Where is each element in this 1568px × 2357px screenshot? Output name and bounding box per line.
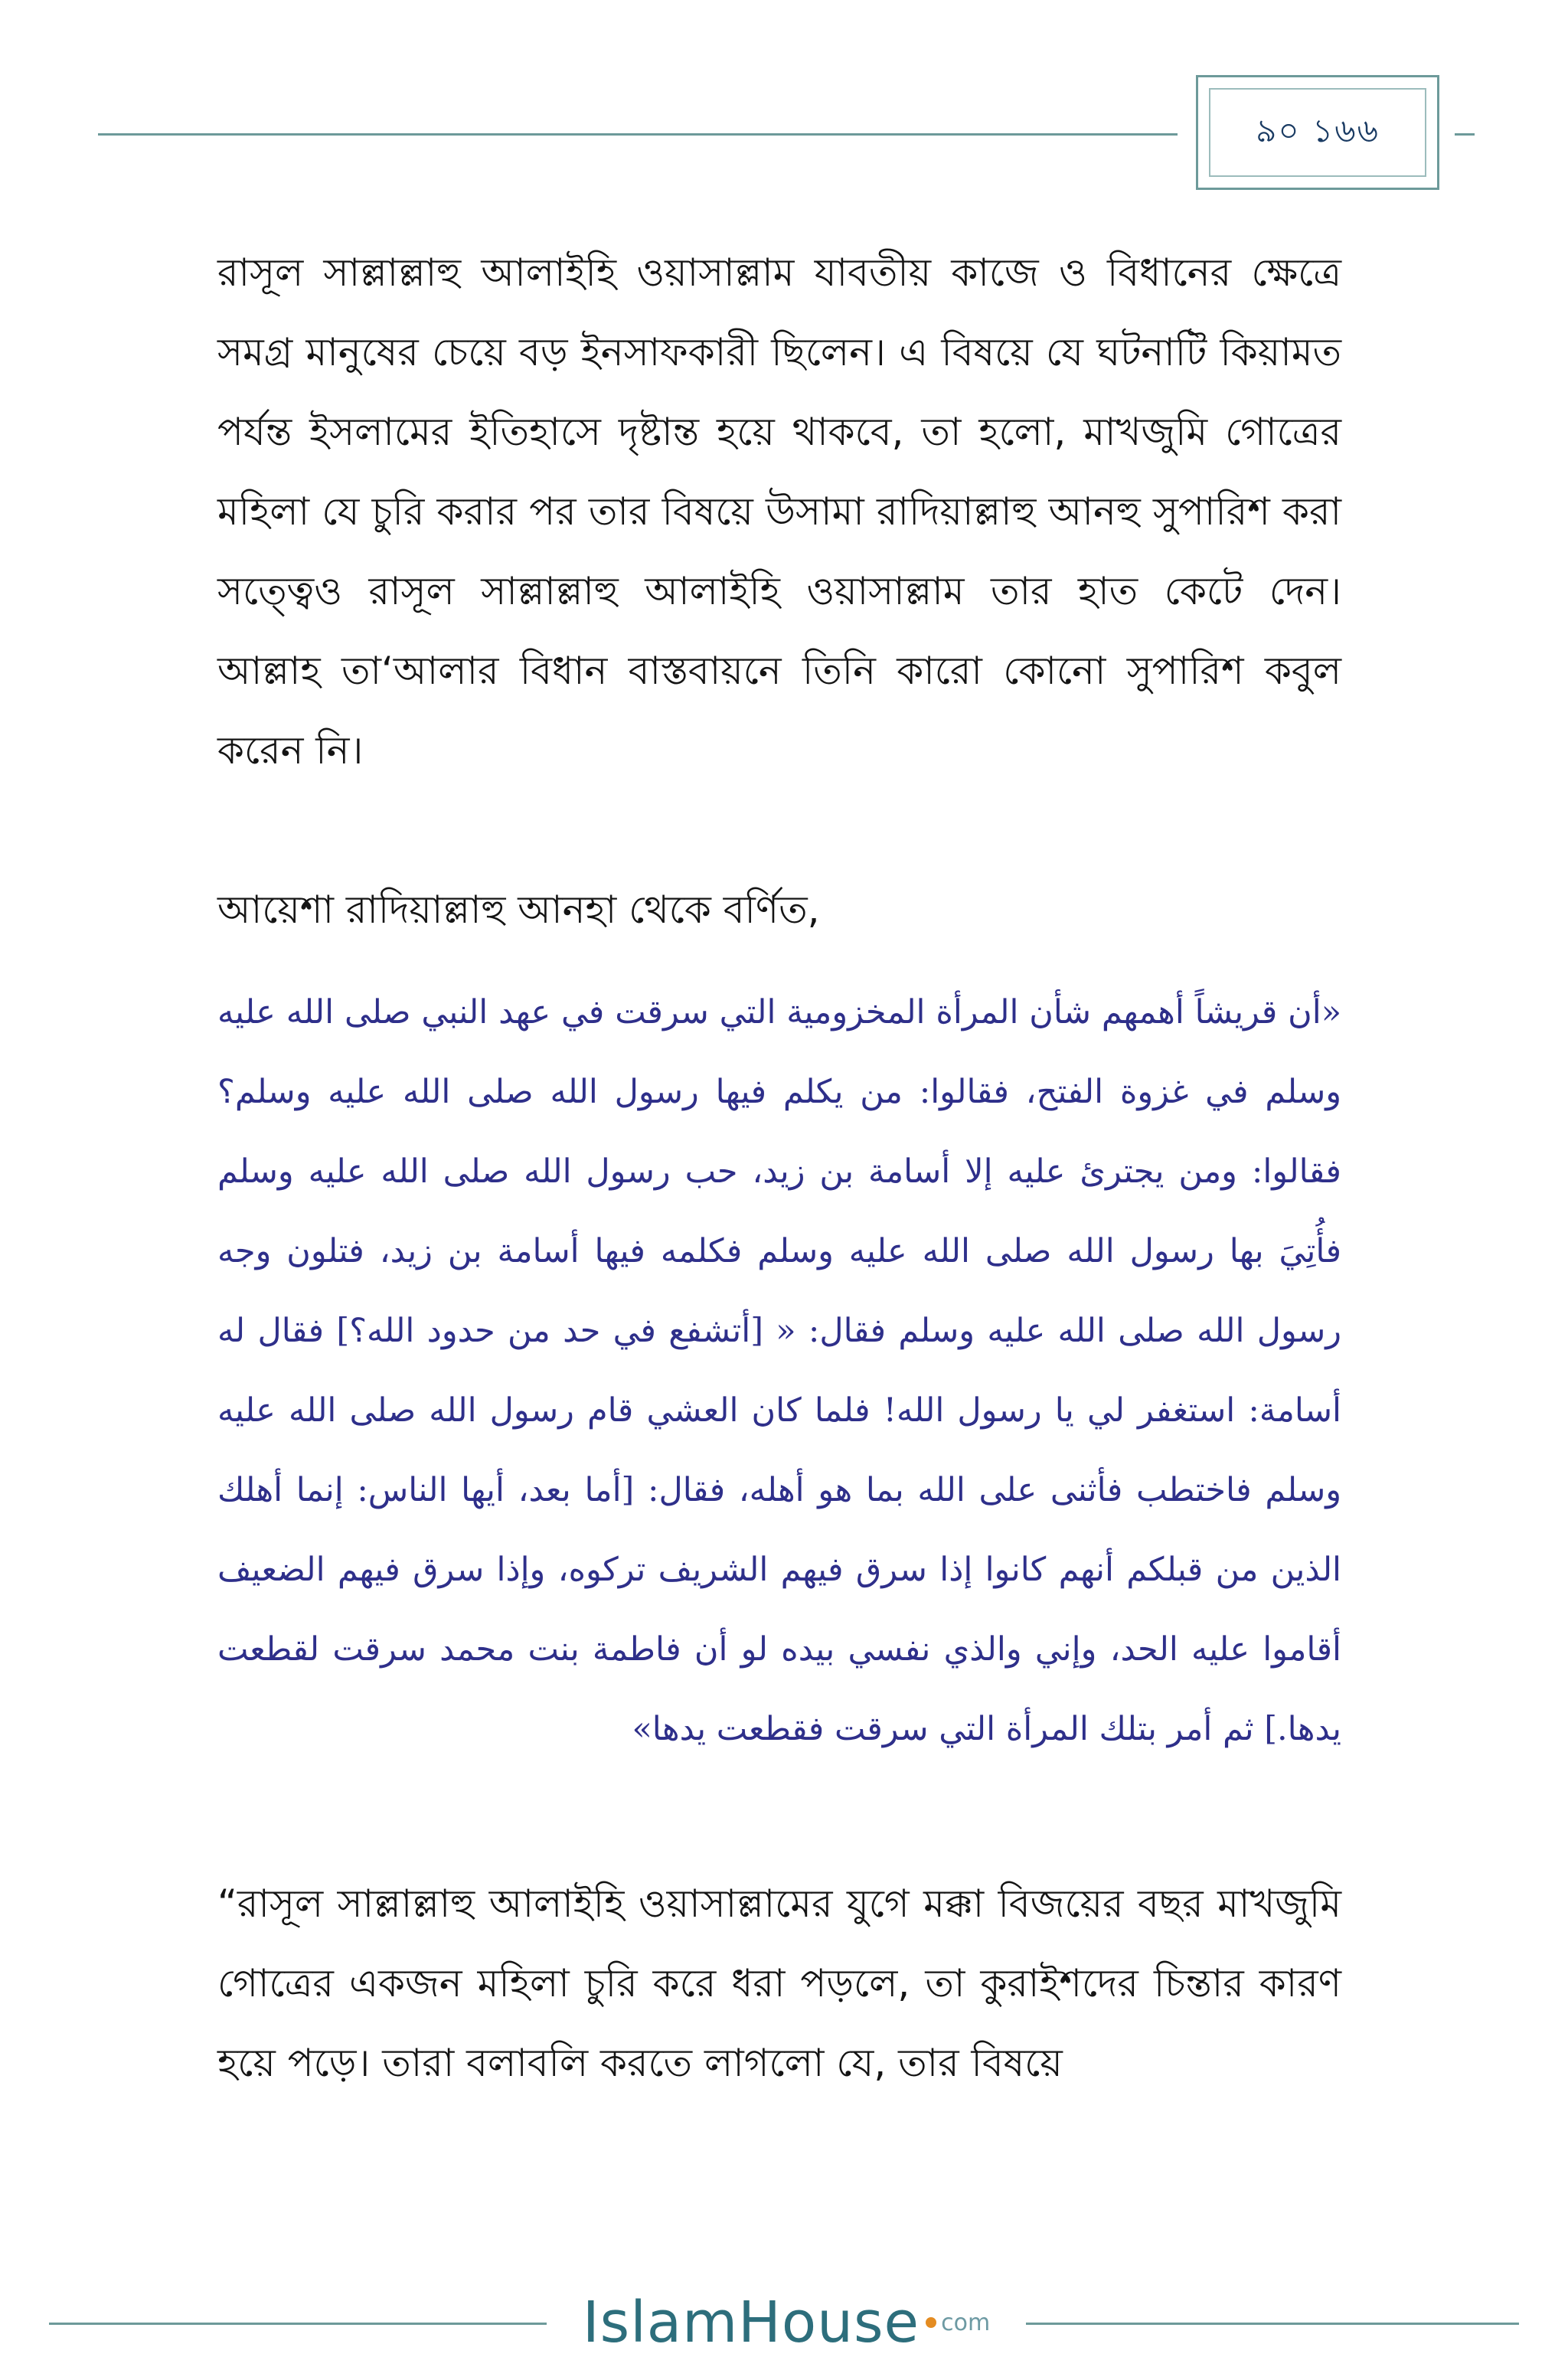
footer-rule-left xyxy=(49,2323,547,2325)
logo-dot-icon xyxy=(926,2317,936,2328)
header-rule-tail xyxy=(1455,133,1475,136)
hadith-block xyxy=(217,973,1341,1769)
page-number: ৯০ ১৬৬ xyxy=(1209,88,1426,177)
translation-paragraph: “রাসূল সাল্লাল্লাহু আলাইহি ওয়াসাল্লামের যুগে মক্কা বিজয়ের বছর মাখজুমি গোত্রের একজন মহিলা চুরি করে ধরা পড়লে, তা কুরাইশদের চিন্তার কারণ হয়ে পড়ে। তারা বলাবলি করতে লাগলো যে, তার বিষয়ে xyxy=(217,1881,1341,2085)
islamhouse-logo xyxy=(547,2288,1026,2357)
logo-suffix: com xyxy=(941,2309,991,2336)
narration-block xyxy=(217,870,1341,950)
hadith-arabic-text: «أن قريشاً أهمهم شأن المرأة المخزومية التي سرقت في عهد النبي صلى الله عليه وسلم في غزوة الفتح، فقالوا: من يكلم فيها رسول الله صلى الله عليه وسلم؟ فقالوا: ومن يجترئ عليه إلا أسامة بن زيد، حب رسول الله صلى الله عليه وسلم فأُتِيَ بها رسول الله صلى الله عليه وسلم فكلمه فيها أسامة بن زيد، فتلون وجه رسول الله صلى الله عليه وسلم فقال: « [أتشفع في حد من حدود الله؟] فقال له أسامة: استغفر لي يا رسول الله! فلما كان العشي قام رسول الله صلى الله عليه وسلم فاختطب فأثنى على الله بما هو أهله، فقال: [أما بعد، أيها الناس: إنما أهلك الذين من قبلكم أنهم كانوا إذا سرق فيهم الشريف تركوه، وإذا سرق فيهم الضعيف أقاموا عليه الحد، وإني والذي نفسي بيده لو أن فاطمة بنت محمد سرقت لقطعت يدها.] ثم أمر بتلك المرأة التي سرقت فقطعت يدها» xyxy=(217,993,1342,1748)
narration-line: আয়েশা রাদিয়াল্লাহু আনহা থেকে বর্ণিত, xyxy=(217,888,820,932)
page-number-box xyxy=(1196,75,1439,190)
header-rule xyxy=(98,133,1178,136)
intro-paragraph: রাসূল সাল্লাল্লাহু আলাইহি ওয়াসাল্লাম যাবতীয় কাজে ও বিধানের ক্ষেত্রে সমগ্র মানুষের চেয়ে বড় ইনসাফকারী ছিলেন। এ বিষয়ে যে ঘটনাটি কিয়ামত পর্যন্ত ইসলামের ইতিহাসে দৃষ্টান্ত হয়ে থাকবে, তা হলো, মাখজুমি গোত্রের মহিলা যে চুরি করার পর তার বিষয়ে উসামা রাদিয়াল্লাহু আনহু সুপারিশ করা সত্ত্বেও রাসূল সাল্লাল্লাহু আলাইহি ওয়াসাল্লাম তার হাত কেটে দেন। আল্লাহ তা‘আলার বিধান বাস্তবায়নে তিনি কারো কোনো সুপারিশ কবুল করেন নি। xyxy=(217,250,1341,773)
intro-paragraph-block xyxy=(217,233,1341,790)
logo-text: IslamHouse xyxy=(582,2290,920,2355)
translation-block xyxy=(217,1864,1341,2103)
footer-rule-right xyxy=(1026,2323,1519,2325)
